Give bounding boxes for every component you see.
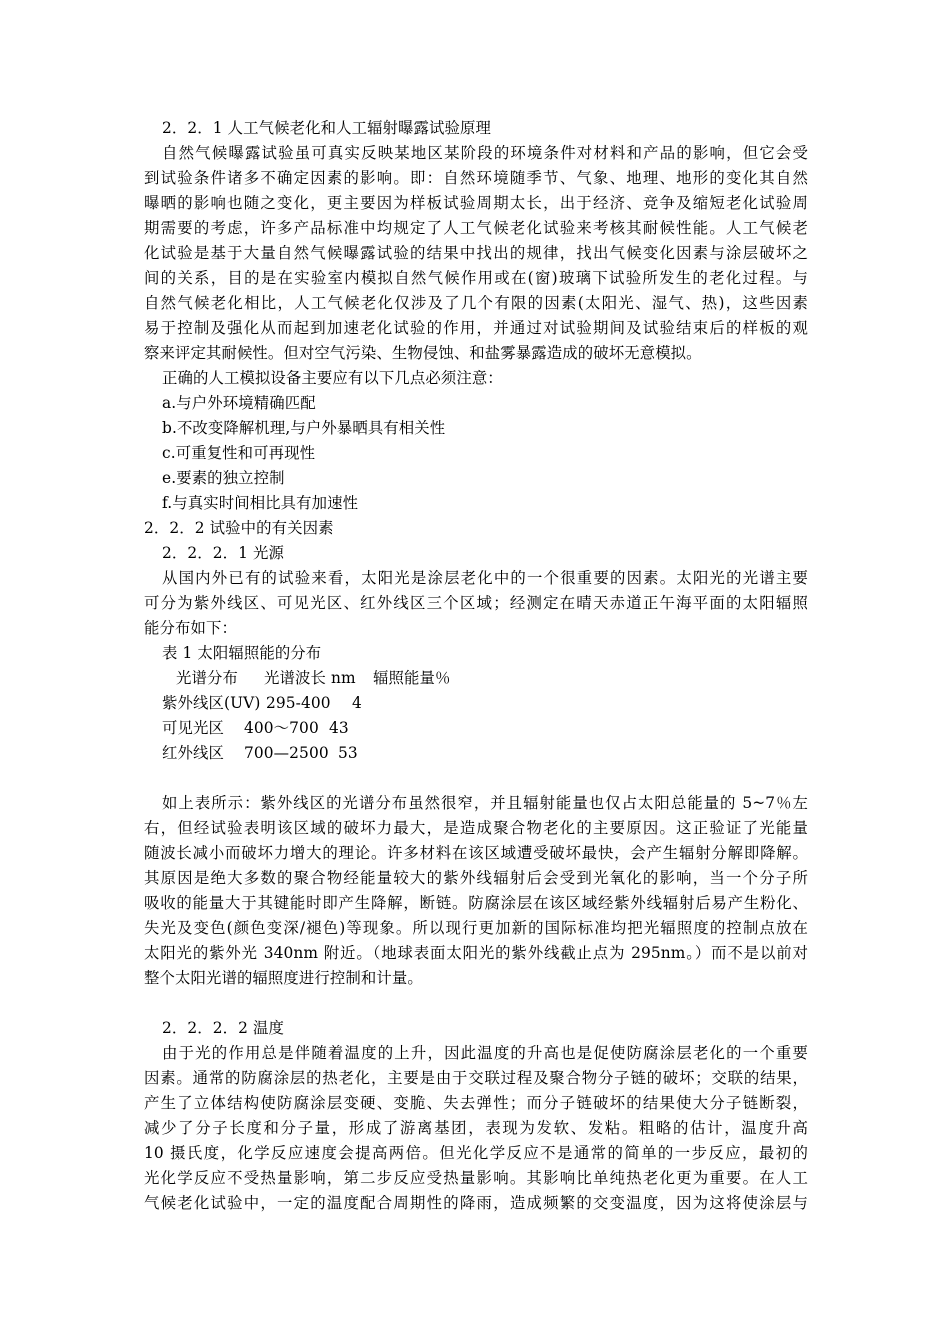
section-heading-2-2-2: 2．2．2 试验中的有关因素 [144, 519, 334, 537]
paragraph-line: 到试验条件诸多不确定因素的影响。即：自然环境随季节、气象、地理、地形的变化其自然 [144, 169, 808, 187]
paragraph-line: 察来评定其耐候性。但对空气污染、生物侵蚀、和盐雾暴露造成的破坏无意模拟。 [144, 344, 702, 362]
table-cell: 700—2500 [244, 744, 329, 762]
paragraph-line: 自然气候老化相比，人工气候老化仅涉及了几个有限的因素(太阳光、湿气、热)，这些因素 [144, 294, 808, 312]
paragraph-line: 吸收的能量大于其键能时即产生降解，断链。防腐涂层在该区域经紫外线辐射后易产生粉化、 [144, 894, 808, 912]
paragraph-intro: 正确的人工模拟设备主要应有以下几点必须注意： [162, 369, 503, 387]
paragraph-line: 10 摄氏度，化学反应速度会提高两倍。但光化学反应不是通常的简单的一步反应，最初的 [144, 1144, 808, 1162]
paragraph-line: 随波长减小而破坏力增大的理论。许多材料在该区域遭受破坏最快，会产生辐射分解即降解。 [144, 844, 808, 862]
table-header-cell: 光谱分布 [176, 669, 238, 687]
paragraph-line: 由于光的作用总是伴随着温度的上升，因此温度的升高也是促使防腐涂层老化的一个重要 [162, 1044, 808, 1062]
paragraph-line: 其原因是绝大多数的聚合物经能量较大的紫外线辐射后会受到光氧化的影响，当一个分子所 [144, 869, 808, 887]
paragraph-line: 因素。通常的防腐涂层的热老化，主要是由于交联过程及聚合物分子链的破坏；交联的结果， [144, 1069, 808, 1087]
paragraph-line: 自然气候曝露试验虽可真实反映某地区某阶段的环境条件对材料和产品的影响，但它会受 [162, 144, 808, 162]
paragraph-line: 能分布如下： [144, 619, 237, 637]
section-heading-2-2-1: 2．2．1 人工气候老化和人工辐射曝露试验原理 [162, 119, 491, 137]
table-cell: 400～700 [244, 719, 319, 737]
table-row [162, 743, 826, 763]
paragraph-line: 气候老化试验中，一定的温度配合周期性的降雨，造成频繁的交变温度，因为这将使涂层与 [144, 1194, 808, 1212]
table-header-cell: 辐照能量％ [373, 669, 451, 687]
paragraph-line: 太阳光的紫外光 340nm 附近。（地球表面太阳光的紫外线截止点为 295nm。）而不是以前对 [144, 944, 808, 962]
paragraph-line: 如上表所示：紫外线区的光谱分布虽然很窄，并且辐射能量也仅占太阳总能量的 5~7％左 [162, 794, 808, 812]
paragraph-line: 曝晒的影响也随之变化，更主要因为样板试验周期太长，出于经济、竞争及缩短老化试验周 [144, 194, 808, 212]
paragraph-line: 光化学反应不受热量影响，第二步反应受热量影响。其影响比单纯热老化更为重要。在人工 [144, 1169, 808, 1187]
paragraph-line: 化试验是基于大量自然气候曝露试验的结果中找出的规律，找出气候变化因素与涂层破坏之 [144, 244, 808, 262]
table-header-cell: 光谱波长 nm [264, 669, 356, 687]
table-header-row [162, 668, 826, 688]
table-row [162, 718, 826, 738]
section-heading-2-2-2-1: 2．2．2．1 光源 [162, 544, 285, 562]
table-cell: 紫外线区(UV) [162, 694, 261, 712]
table-row [162, 693, 826, 713]
list-item: b.不改变降解机理,与户外暴晒具有相关性 [162, 419, 446, 437]
list-item: a.与户外环境精确匹配 [162, 394, 316, 412]
table-cell: 43 [329, 719, 349, 737]
paragraph-line: 从国内外已有的试验来看，太阳光是涂层老化中的一个很重要的因素。太阳光的光谱主要 [162, 569, 808, 587]
section-heading-2-2-2-2: 2．2．2．2 温度 [162, 1019, 285, 1037]
paragraph-line: 整个太阳光谱的辐照度进行控制和计量。 [144, 969, 423, 987]
table-cell: 4 [352, 694, 362, 712]
paragraph-line: 产生了立体结构使防腐涂层变硬、变脆、失去弹性；而分子链破坏的结果使大分子链断裂， [144, 1094, 808, 1112]
paragraph-line: 减少了分子长度和分子量，形成了游离基团，表现为发软、发粘。粗略的估计，温度升高 [144, 1119, 808, 1137]
paragraph-line: 间的关系，目的是在实验室内模拟自然气候作用或在(窗)玻璃下试验所发生的老化过程。与 [144, 269, 808, 287]
paragraph-line: 易于控制及强化从而起到加速老化试验的作用，并通过对试验期间及试验结束后的样板的观 [144, 319, 808, 337]
paragraph-line: 失光及变色(颜色变深/褪色)等现象。所以现行更加新的国际标准均把光辐照度的控制点放在 [144, 919, 808, 937]
list-item: f.与真实时间相比具有加速性 [162, 494, 359, 512]
table-cell: 53 [338, 744, 358, 762]
paragraph-line: 右，但经试验表明该区域的破坏力最大，是造成聚合物老化的主要原因。这正验证了光能量 [144, 819, 808, 837]
paragraph-line: 期需要的考虑，许多产品标准中均规定了人工气候老化试验来考核其耐候性能。人工气候老 [144, 219, 808, 237]
table-title: 表 1 太阳辐照能的分布 [162, 644, 322, 662]
table-cell: 可见光区 [162, 719, 224, 737]
paragraph-line: 可分为紫外线区、可见光区、红外线区三个区域；经测定在晴天赤道正午海平面的太阳辐照 [144, 594, 808, 612]
list-item: c.可重复性和可再现性 [162, 444, 316, 462]
table-cell: 295-400 [266, 694, 331, 712]
list-item: e.要素的独立控制 [162, 469, 285, 487]
table-cell: 红外线区 [162, 744, 224, 762]
